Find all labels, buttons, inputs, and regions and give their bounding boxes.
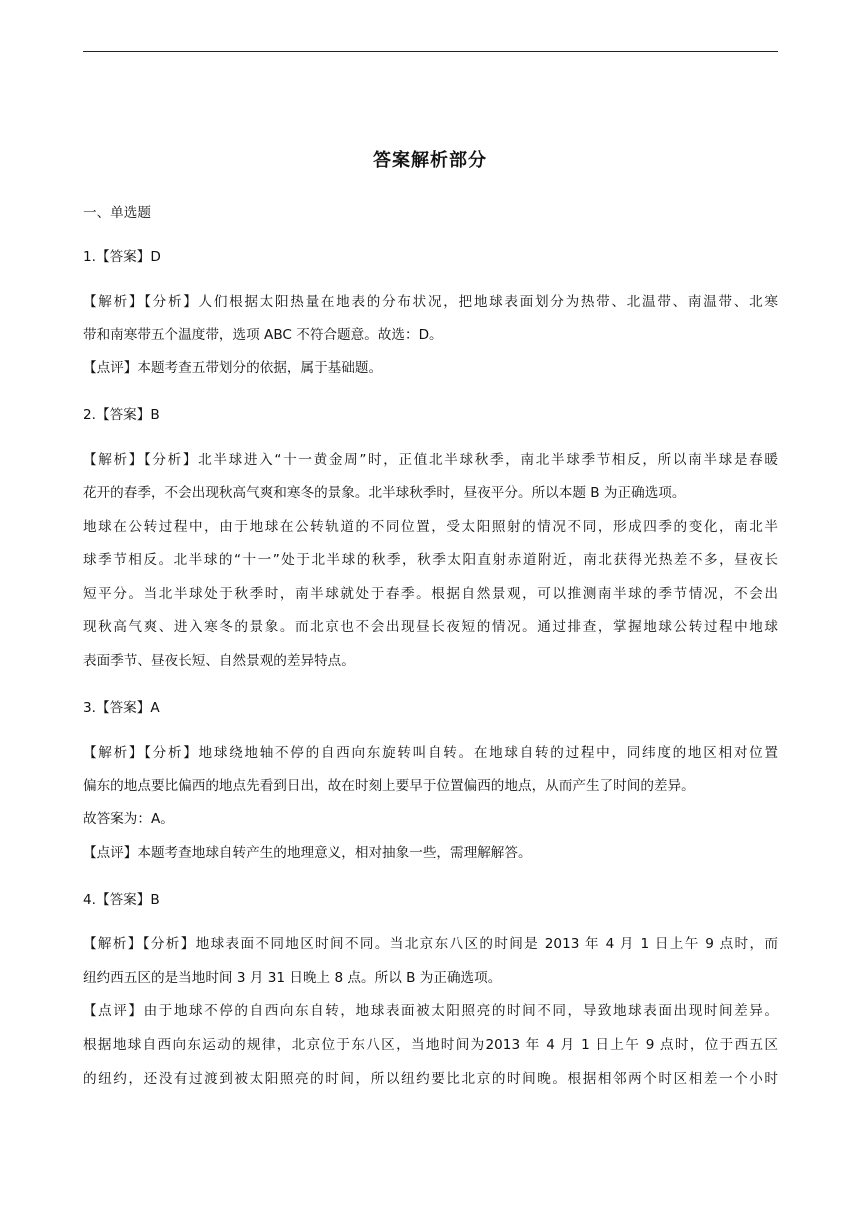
q4-comment-line-2: 根据地球自西向东运动的规律，北京位于东八区，当地时间为2013 年 4 月 1 日上午 9 点时，位于西五区 (83, 1037, 778, 1053)
q1-comment-line-1: 【点评】本题考查五带划分的依据，属于基础题。 (83, 360, 383, 376)
q2-analysis-line-6: 现秋高气爽、进入寒冬的景象。而北京也不会出现昼长夜短的情况。通过排查，掌握地球公转过程中地球 (83, 619, 778, 635)
q3-analysis-line-2: 偏东的地点要比偏西的地点先看到日出，故在时刻上要早于位置偏西的地点，从而产生了时间的差异。 (83, 778, 695, 794)
q3-comment-line-1: 【点评】本题考查地球自转产生的地理意义，相对抽象一些，需理解解答。 (83, 845, 532, 861)
q4-analysis-line-2: 纽约西五区的是当地时间 3 月 31 日晚上 8 点。所以 B 为正确选项。 (83, 970, 502, 986)
q2-analysis-line-7: 表面季节、昼夜长短、自然景观的差异特点。 (83, 653, 355, 669)
q2-analysis-line-4: 球季节相反。北半球的“十一”处于北半球的秋季，秋季太阳直射赤道附近，南北获得光热差不多，昼夜长 (83, 552, 778, 568)
q4-comment-line-3: 的纽约，还没有过渡到被太阳照亮的时间，所以纽约要比北京的时间晚。根据相邻两个时区相差一个小时 (83, 1071, 778, 1087)
q4-comment-line-1: 【点评】由于地球不停的自西向东自转，地球表面被太阳照亮的时间不同，导致地球表面出现时间差异。 (83, 1003, 778, 1019)
page-title: 答案解析部分 (373, 150, 487, 171)
q2-analysis-line-1: 【解析】【分析】北半球进入“十一黄金周”时，正值北半球秋季，南北半球季节相反，所以南半球是春暖 (83, 452, 778, 468)
q3-answer: 3.【答案】A (83, 700, 160, 716)
q2-analysis-line-5: 短平分。当北半球处于秋季时，南半球就处于春季。根据自然景观，可以推测南半球的季节情况，不会出 (83, 586, 778, 602)
header-rule (83, 51, 778, 52)
q4-analysis-line-1: 【解析】【分析】地球表面不同地区时间不同。当北京东八区的时间是 2013 年 4 月 1 日上午 9 点时，而 (83, 936, 778, 952)
q2-analysis-line-2: 花开的春季，不会出现秋高气爽和寒冬的景象。北半球秋季时，昼夜平分。所以本题 B 为正确选项。 (83, 485, 686, 501)
q3-analysis-line-3: 故答案为：A。 (83, 811, 174, 827)
q1-analysis-line-2: 带和南寒带五个温度带，选项 ABC 不符合题意。故选：D。 (83, 327, 443, 343)
q2-answer: 2.【答案】B (83, 407, 160, 423)
q3-analysis-line-1: 【解析】【分析】地球绕地轴不停的自西向东旋转叫自转。在地球自转的过程中，同纬度的地区相对位置 (83, 745, 778, 761)
q2-analysis-line-3: 地球在公转过程中，由于地球在公转轨道的不同位置，受太阳照射的情况不同，形成四季的变化，南北半 (83, 519, 778, 535)
q1-answer: 1.【答案】D (83, 249, 161, 265)
q1-analysis-line-1: 【解析】【分析】人们根据太阳热量在地表的分布状况，把地球表面划分为热带、北温带、南温带、北寒 (83, 294, 778, 310)
q4-answer: 4.【答案】B (83, 892, 160, 908)
section-heading: 一、单选题 (83, 205, 151, 221)
